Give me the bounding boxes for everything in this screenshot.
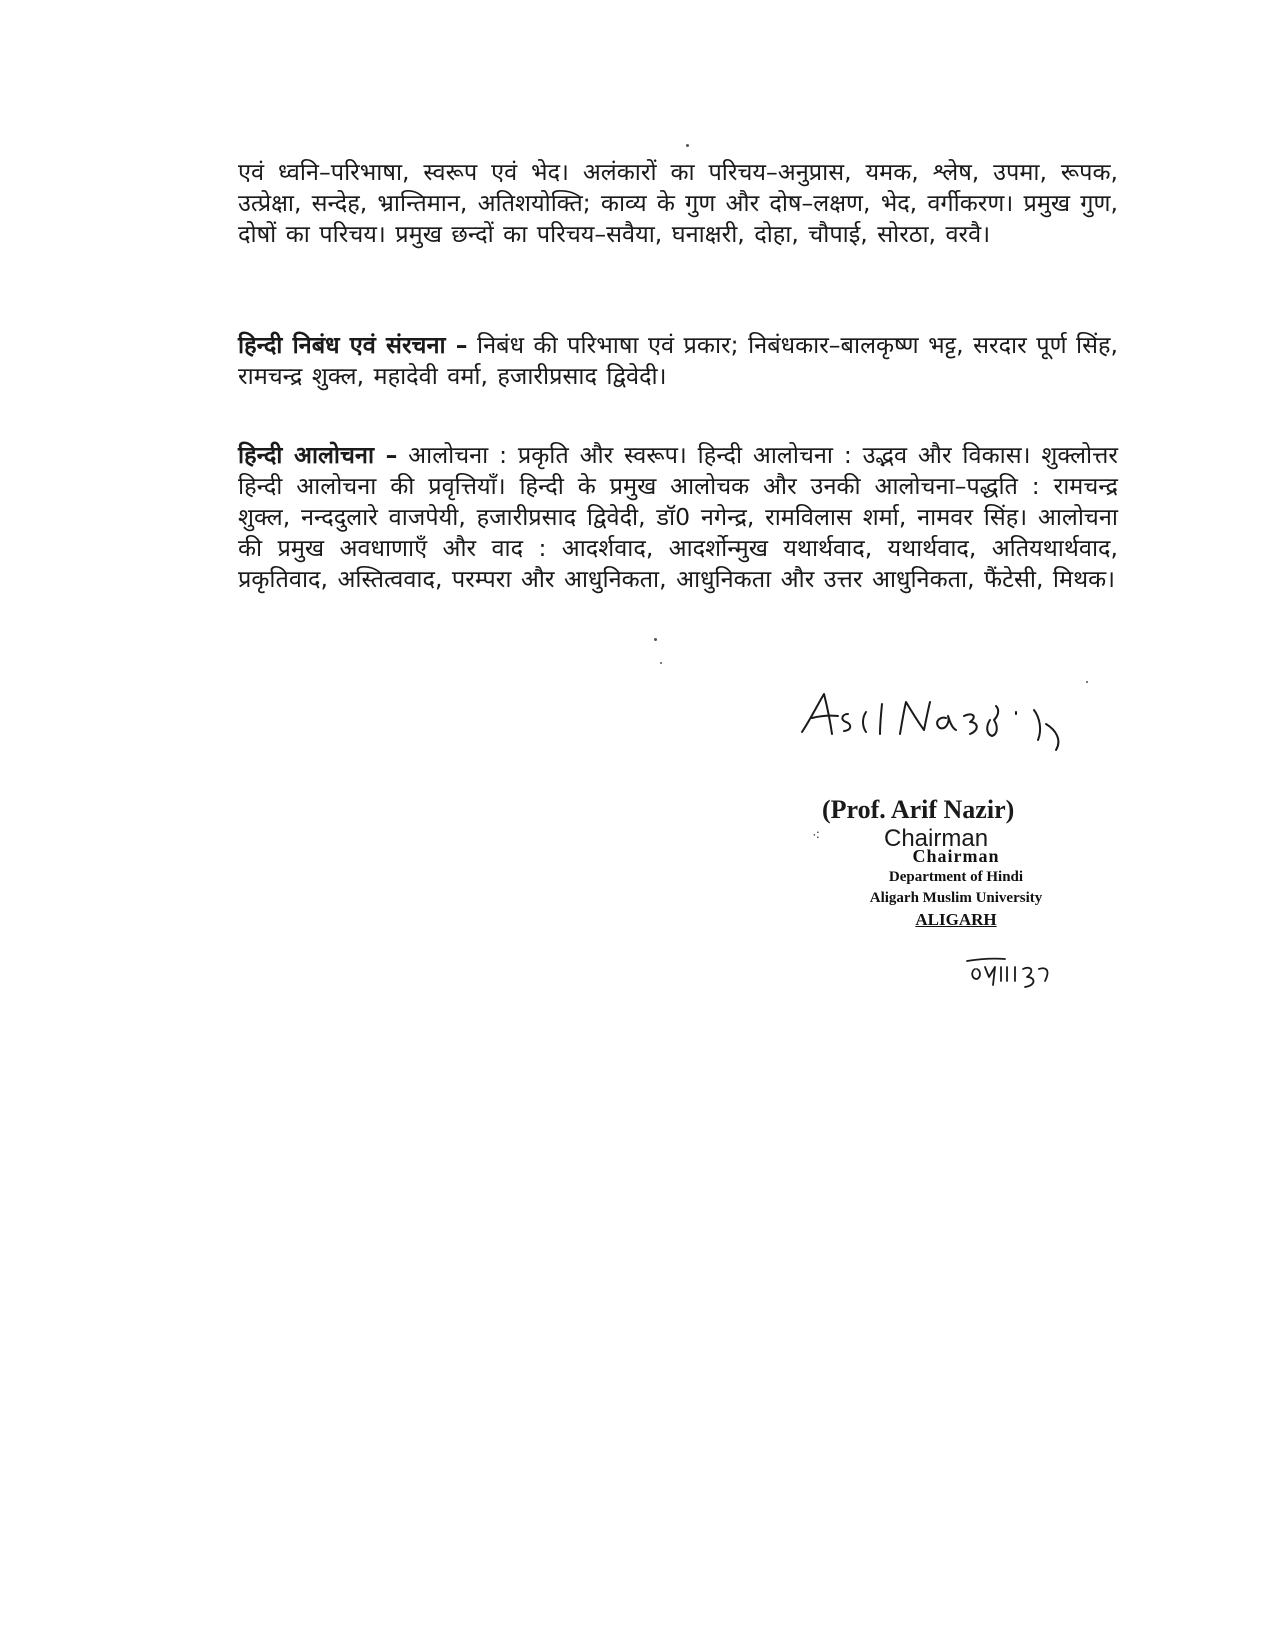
stamp-department: Department of Hindi xyxy=(888,869,1024,885)
handwritten-signature xyxy=(800,690,1100,770)
scan-speck xyxy=(686,144,689,147)
stamp-city: ALIGARH xyxy=(915,910,997,929)
paragraph-text: आलोचना : प्रकृति और स्वरूप। हिन्दी आलोचना : उद्भव और विकास। शुक्लोत्तर हिन्दी आलोचना की प्रवृत्तियाँ। हिन्दी के प्रमुख आलोचक और उनकी आलोचना–पद्धति : रामचन्द्र शुक्ल, नन्ददुलारे वाजपेयी, हजारीप्रसाद द्विवेदी, डॉ0 नगेन्द्र, रामविलास शर्मा, नामवर सिंह। आलोचना की प्रमुख अवधाणाएँ और वाद : आदर्शवाद, आदर्शोन्मुख यथार्थवाद, यथार्थवाद, अतियथार्थवाद, प्रकृतिवाद, अस्तित्ववाद, परम्परा और आधुनिकता, आधुनिकता और उत्तर आधुनिकता, फैंटेसी, मिथक। xyxy=(238,441,1118,593)
scan-speck xyxy=(654,638,657,641)
paragraph-criticism xyxy=(238,440,1118,595)
stamp-title: Chairman xyxy=(912,846,1000,866)
margin-mark: ⁖ xyxy=(812,828,821,844)
section-heading-essay: हिन्दी निबंध एवं संरचना – xyxy=(238,331,468,359)
scan-speck xyxy=(660,662,662,664)
section-heading-criticism: हिन्दी आलोचना – xyxy=(238,441,398,469)
paragraph-poetics xyxy=(238,157,1118,250)
scan-speck xyxy=(1086,681,1088,683)
department-stamp xyxy=(836,846,1076,930)
paragraph-text: निबंध की परिभाषा एवं प्रकार; निबंधकार–बालकृष्ण भट्ट, सरदार पूर्ण सिंह, रामचन्द्र शुक्ल, महादेवी वर्मा, हजारीप्रसाद द्विवेदी। xyxy=(238,331,1118,390)
paragraph-essay xyxy=(238,330,1118,392)
signatory-title: Chairman xyxy=(884,825,989,852)
stamp-university: Aligarh Muslim University xyxy=(869,890,1043,906)
signatory-name: (Prof. Arif Nazir) xyxy=(822,795,1015,824)
handwritten-date xyxy=(965,955,1055,995)
paragraph-text: एवं ध्वनि–परिभाषा, स्वरूप एवं भेद। अलंकारों का परिचय–अनुप्रास, यमक, श्लेष, उपमा, रूपक, उत्प्रेक्षा, सन्देह, भ्रान्तिमान, अतिशयोक्ति; काव्य के गुण और दोष–लक्षण, भेद, वर्गीकरण। प्रमुख गुण, दोषों का परिचय। प्रमुख छन्दों का परिचय–सवैया, घनाक्षरी, दोहा, चौपाई, सोरठा, वरवै। xyxy=(238,158,1118,248)
